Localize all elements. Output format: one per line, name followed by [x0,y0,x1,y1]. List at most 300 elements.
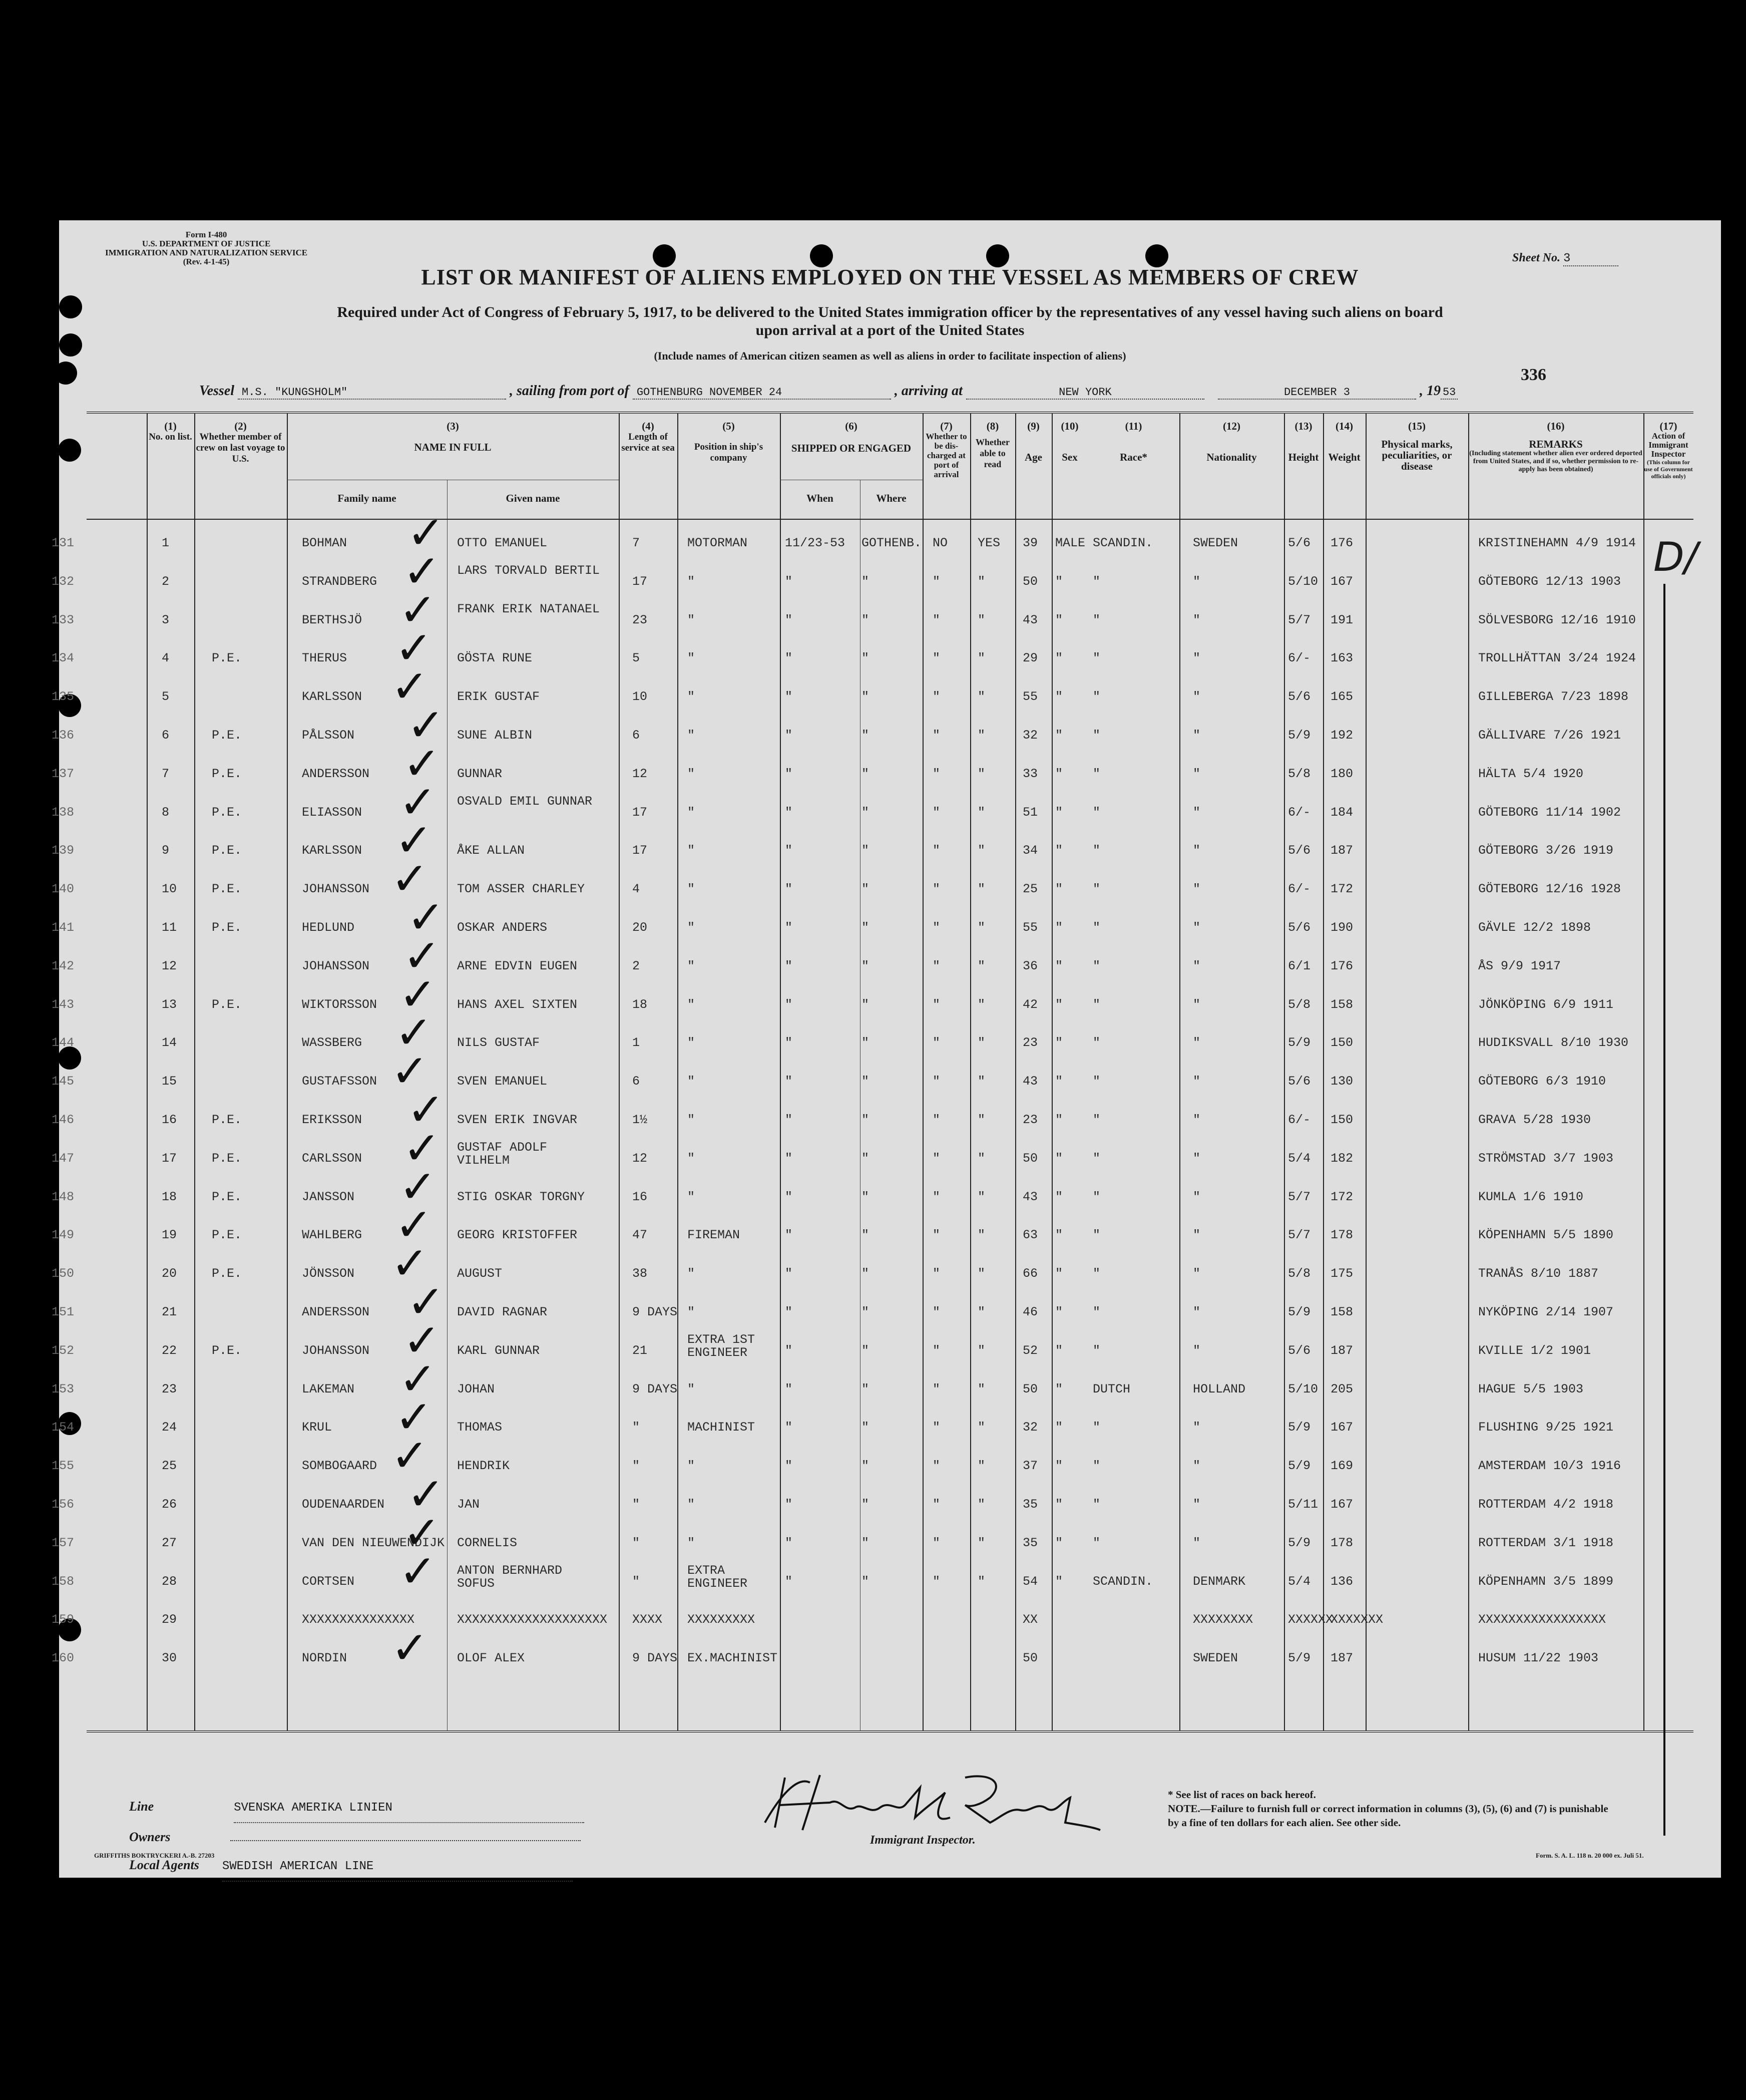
row-nationality: SWEDEN [1193,536,1238,550]
col-header-2: (2) Whether member of crew on last voyage to U.S. [196,420,285,464]
row-list-number: 29 [162,1612,177,1627]
row-given-name: JAN [457,1497,480,1512]
row-height: 5/4 [1288,1151,1311,1166]
row-position: " [687,843,695,858]
row-age: 66 [1023,1266,1038,1281]
row-line-number: 157 [52,1535,75,1550]
col-header-12: (12) Nationality [1206,420,1257,463]
row-line-number: 160 [52,1651,75,1666]
row-shipped-where: " [861,1459,869,1474]
row-shipped-when: " [785,766,793,781]
form-identifier [105,230,307,266]
checkmark-icon: ✓ [399,776,437,829]
row-age: 43 [1023,612,1038,627]
checkmark-icon: ✓ [391,1237,429,1290]
row-height: 5/6 [1288,920,1311,935]
row-family-name: ELIASSON [302,805,362,820]
row-position: " [687,1535,695,1550]
row-discharged: " [933,920,941,935]
row-nationality: " [1193,766,1201,781]
row-weight: 190 [1331,920,1354,935]
row-remarks: STRÖMSTAD 3/7 1903 [1478,1151,1614,1166]
row-weight: 175 [1331,1266,1354,1281]
requirement-line2: upon arrival at a port of the United States [755,322,1025,338]
row-shipped-when: " [785,997,793,1012]
row-family-name: PÅLSSON [302,728,355,743]
row-service-length: " [632,1535,640,1550]
row-sex: " [1055,1459,1063,1474]
row-shipped-where: " [861,1035,869,1051]
row-race: " [1093,1420,1101,1435]
row-able-to-read: " [978,1266,986,1281]
table-row [52,660,1693,721]
row-line-number: 155 [52,1459,75,1474]
owners-value [230,1840,581,1841]
row-height: XXXXXX [1288,1612,1334,1627]
checkmark-icon: ✓ [391,1622,429,1675]
row-discharged: " [933,1343,941,1358]
row-height: 5/9 [1288,1035,1311,1051]
row-remarks: NYKÖPING 2/14 1907 [1478,1305,1614,1319]
row-height: 6/- [1288,651,1311,666]
row-list-number: 16 [162,1113,177,1127]
row-shipped-when: " [785,574,793,589]
row-height: 5/8 [1288,1266,1311,1281]
row-age: 32 [1023,728,1038,743]
row-previous-voyage: P.E. [212,805,242,820]
row-shipped-when: " [785,920,793,935]
row-age: 50 [1023,1381,1038,1396]
row-discharged: " [933,612,941,627]
row-shipped-where: " [861,1305,869,1319]
row-height: 5/8 [1288,766,1311,781]
sheet-label: Sheet No. [1512,251,1560,264]
row-age: 52 [1023,1343,1038,1358]
row-previous-voyage: P.E. [212,766,242,781]
row-race: " [1093,1189,1101,1204]
row-line-number: 147 [52,1151,75,1166]
agents-label: Local Agents [129,1858,199,1872]
row-sex: " [1055,651,1063,666]
row-race: " [1093,1266,1101,1281]
table-row [52,1045,1693,1105]
row-shipped-where: " [861,1574,869,1589]
checkmark-icon: ✓ [399,968,437,1021]
row-sex: " [1055,1228,1063,1243]
crew-table [52,412,1698,1732]
row-remarks: ÅS 9/9 1917 [1478,958,1561,973]
row-given-name: ANTON BERNHARD SOFUS [457,1563,563,1591]
row-service-length: 21 [632,1343,648,1358]
row-remarks: TROLLHÄTTAN 3/24 1924 [1478,651,1636,666]
row-height: 5/9 [1288,1651,1311,1666]
row-able-to-read: " [978,1189,986,1204]
row-family-name: JOHANSSON [302,882,370,897]
row-shipped-where: " [861,1151,869,1166]
row-family-name: WAHLBERG [302,1228,362,1243]
row-race: " [1093,574,1101,589]
row-list-number: 23 [162,1381,177,1396]
row-nationality: " [1193,920,1201,935]
row-discharged: " [933,1035,941,1051]
row-shipped-when: " [785,1574,793,1589]
row-position: " [687,728,695,743]
row-given-name: OTTO EMANUEL [457,536,548,550]
row-list-number: 2 [162,574,170,589]
row-race: " [1093,1151,1101,1166]
include-note: (Include names of American citizen seamen as well as aliens in order to facilitate inspection of aliens) [654,349,1126,362]
checkmark-icon: ✓ [399,583,437,636]
row-family-name: KRUL [302,1420,332,1435]
row-nationality: " [1193,1497,1201,1512]
row-service-length: 2 [632,958,640,973]
row-age: 37 [1023,1459,1038,1474]
row-previous-voyage: P.E. [212,1113,242,1127]
row-list-number: 10 [162,882,177,897]
row-nationality: " [1193,1420,1201,1435]
row-shipped-when: " [785,1035,793,1051]
row-sex: " [1055,1343,1063,1358]
row-nationality: " [1193,805,1201,820]
row-height: 6/- [1288,1113,1311,1127]
row-given-name: JOHAN [457,1381,495,1396]
row-able-to-read: " [978,920,986,935]
row-shipped-when: " [785,612,793,627]
row-shipped-when: " [785,1535,793,1550]
row-race: " [1093,1035,1101,1051]
row-race: " [1093,920,1101,935]
checkmark-icon: ✓ [403,545,441,598]
action-bracket-line [1663,584,1665,1836]
row-family-name: NORDIN [302,1651,347,1666]
row-given-name: KARL GUNNAR [457,1343,540,1358]
row-age: 33 [1023,766,1038,781]
row-previous-voyage: P.E. [212,843,242,858]
row-position: " [687,882,695,897]
row-remarks: HAGUE 5/5 1903 [1478,1381,1584,1396]
row-height: 5/6 [1288,536,1311,550]
row-sex: MALE [1055,536,1086,550]
row-position: " [687,574,695,589]
row-position: XXXXXXXXX [687,1612,755,1627]
row-family-name: THERUS [302,651,347,666]
row-shipped-where: GOTHENB. [861,536,922,550]
arrival-port: NEW YORK [966,386,1204,400]
row-position: EXTRA ENGINEER [687,1563,748,1591]
row-weight: 158 [1331,997,1354,1012]
row-line-number: 136 [52,728,75,743]
row-position: " [687,958,695,973]
row-service-length: 17 [632,574,648,589]
vessel-label: Vessel [199,383,234,399]
printer-mark: GRIFFITHS BOKTRYCKERI A.-B. 27203 [94,1852,215,1859]
row-shipped-where: " [861,1343,869,1358]
row-list-number: 19 [162,1228,177,1243]
row-shipped-when: " [785,1266,793,1281]
row-shipped-when: " [785,958,793,973]
row-discharged: " [933,1074,941,1089]
vessel-name: M.S. "KUNGSHOLM" [238,386,506,400]
row-list-number: 7 [162,766,170,781]
row-shipped-when: " [785,1113,793,1127]
row-nationality: " [1193,1074,1201,1089]
manifest-sheet [52,220,1721,1878]
row-service-length: 20 [632,920,648,935]
row-weight: 150 [1331,1113,1354,1127]
row-given-name: SVEN ERIK INGVAR [457,1113,578,1127]
row-nationality: XXXXXXXX [1193,1612,1253,1627]
checkmark-icon: ✓ [395,814,433,867]
year: 53 [1441,386,1458,400]
table-row [52,1430,1693,1490]
row-service-length: 17 [632,805,648,820]
row-position: " [687,689,695,705]
col-header-8: (8) Whether able to read [976,420,1010,469]
table-row [52,1276,1693,1336]
row-line-number: 139 [52,843,75,858]
row-able-to-read: " [978,1074,986,1089]
row-remarks: GÖTEBORG 11/14 1902 [1478,805,1621,820]
row-remarks: GÄLLIVARE 7/26 1921 [1478,728,1621,743]
row-sex: " [1055,689,1063,705]
table-row [52,1545,1693,1605]
row-list-number: 13 [162,997,177,1012]
row-service-length: 6 [632,728,640,743]
row-given-name: STIG OSKAR TORGNY [457,1189,585,1204]
row-family-name: HEDLUND [302,920,355,935]
table-row [52,507,1693,567]
row-able-to-read: " [978,1535,986,1550]
row-list-number: 8 [162,805,170,820]
row-line-number: 151 [52,1305,75,1319]
row-previous-voyage: P.E. [212,728,242,743]
row-family-name: GUSTAFSSON [302,1074,377,1089]
row-line-number: 156 [52,1497,75,1512]
row-shipped-where: " [861,882,869,897]
row-shipped-when: " [785,1497,793,1512]
row-able-to-read: YES [978,536,1001,550]
col-header-14: (14) Weight [1328,420,1361,463]
table-row [52,1160,1693,1221]
row-line-number: 143 [52,997,75,1012]
table-row [52,1006,1693,1067]
row-age: 43 [1023,1189,1038,1204]
row-discharged: " [933,728,941,743]
row-family-name: STRANDBERG [302,574,377,589]
punch-hole [54,362,77,385]
row-line-number: 144 [52,1035,75,1051]
row-weight: 167 [1331,1497,1354,1512]
row-race: " [1093,612,1101,627]
row-list-number: 26 [162,1497,177,1512]
table-row [52,1605,1693,1643]
row-line-number: 135 [52,689,75,705]
row-service-length: 9 DAYS [632,1651,678,1666]
row-previous-voyage: P.E. [212,920,242,935]
row-shipped-where: " [861,766,869,781]
service: IMMIGRATION AND NATURALIZATION SERVICE [105,248,308,257]
agents-value: SWEDISH AMERICAN LINE [222,1853,573,1882]
row-list-number: 5 [162,689,170,705]
row-able-to-read: " [978,1574,986,1589]
row-age: 23 [1023,1113,1038,1127]
row-age: 32 [1023,1420,1038,1435]
row-service-length: 1½ [632,1113,648,1127]
row-remarks: FLUSHING 9/25 1921 [1478,1420,1614,1435]
row-given-name: ÅKE ALLAN [457,843,525,858]
row-line-number: 146 [52,1113,75,1127]
checkmark-icon: ✓ [395,1006,433,1060]
form-title: LIST OR MANIFEST OF ALIENS EMPLOYED ON THE VESSEL AS MEMBERS OF CREW [421,265,1359,289]
row-family-name: JOHANSSON [302,1343,370,1358]
row-given-name: SVEN EMANUEL [457,1074,548,1089]
row-able-to-read: " [978,766,986,781]
row-shipped-when: " [785,689,793,705]
table-row [52,1237,1693,1297]
row-sex: " [1055,1113,1063,1127]
row-nationality: " [1193,1189,1201,1204]
row-discharged: " [933,766,941,781]
row-weight: 180 [1331,766,1354,781]
row-age: 25 [1023,882,1038,897]
row-race: SCANDIN. [1093,536,1153,550]
row-able-to-read: " [978,689,986,705]
checkmark-icon: ✓ [407,699,445,752]
row-remarks: KVILLE 1/2 1901 [1478,1343,1591,1358]
row-discharged: " [933,1189,941,1204]
row-shipped-when: " [785,1305,793,1319]
row-given-name: OSVALD EMIL GUNNAR [457,794,593,809]
checkmark-icon: ✓ [391,660,429,714]
row-race: " [1093,882,1101,897]
row-family-name: JANSSON [302,1189,355,1204]
row-previous-voyage: P.E. [212,1228,242,1243]
row-family-name: KARLSSON [302,689,362,705]
row-family-name: WASSBERG [302,1035,362,1051]
row-sex: " [1055,1035,1063,1051]
row-remarks: AMSTERDAM 10/3 1916 [1478,1459,1621,1474]
row-discharged: " [933,1381,941,1396]
row-nationality: " [1193,1113,1201,1127]
row-age: 51 [1023,805,1038,820]
row-given-name: GUNNAR [457,766,503,781]
row-weight: 205 [1331,1381,1354,1396]
table-row [52,776,1693,836]
row-nationality: " [1193,574,1201,589]
row-remarks: XXXXXXXXXXXXXXXXX [1478,1612,1606,1627]
row-remarks: SÖLVESBORG 12/16 1910 [1478,612,1636,627]
row-race: " [1093,1343,1101,1358]
checkmark-icon: ✓ [395,1391,433,1444]
row-position: MACHINIST [687,1420,755,1435]
row-shipped-when: " [785,1151,793,1166]
row-list-number: 18 [162,1189,177,1204]
row-given-name: GEORG KRISTOFFER [457,1228,578,1243]
row-service-length: 1 [632,1035,640,1051]
table-row [52,853,1693,913]
col-header-15: (15) Physical marks, peculiarities, or disease [1381,420,1453,472]
row-list-number: 6 [162,728,170,743]
requirement-text [134,303,1646,339]
row-shipped-when: " [785,1420,793,1435]
row-remarks: ROTTERDAM 3/1 1918 [1478,1535,1614,1550]
row-weight: 176 [1331,958,1354,973]
row-shipped-when: " [785,1381,793,1396]
row-list-number: 20 [162,1266,177,1281]
row-able-to-read: " [978,805,986,820]
row-remarks: GÄVLE 12/2 1898 [1478,920,1591,935]
row-family-name: BERTHSJÖ [302,612,362,627]
row-discharged: " [933,997,941,1012]
checkmark-icon: ✓ [399,1352,437,1406]
row-weight: 130 [1331,1074,1354,1089]
row-able-to-read: " [978,958,986,973]
row-height: 5/4 [1288,1574,1311,1589]
row-weight: 172 [1331,1189,1354,1204]
row-sex: " [1055,1074,1063,1089]
row-nationality: " [1193,651,1201,666]
row-given-name: NILS GUSTAF [457,1035,540,1051]
row-sex: " [1055,728,1063,743]
row-weight: 176 [1331,536,1354,550]
row-height: 5/7 [1288,1189,1311,1204]
row-shipped-when: " [785,1228,793,1243]
row-discharged: " [933,574,941,589]
row-shipped-when: " [785,1459,793,1474]
row-remarks: HUSUM 11/22 1903 [1478,1651,1599,1666]
row-family-name: WIKTORSSON [302,997,377,1012]
row-age: 23 [1023,1035,1038,1051]
row-shipped-where: " [861,1535,869,1550]
row-position: FIREMAN [687,1228,740,1243]
row-nationality: SWEDEN [1193,1651,1238,1666]
row-line-number: 138 [52,805,75,820]
row-sex: " [1055,766,1063,781]
row-weight: 167 [1331,574,1354,589]
row-service-length: 5 [632,651,640,666]
row-shipped-where: " [861,805,869,820]
row-family-name: OUDENAARDEN [302,1497,385,1512]
row-service-length: " [632,1574,640,1589]
row-remarks: TRANÅS 8/10 1887 [1478,1266,1599,1281]
row-age: 46 [1023,1305,1038,1319]
row-given-name: HANS AXEL SIXTEN [457,997,578,1012]
row-line-number: 159 [52,1612,75,1627]
row-weight: 192 [1331,728,1354,743]
row-height: 5/10 [1288,1381,1319,1396]
row-family-name: KARLSSON [302,843,362,858]
row-nationality: " [1193,1151,1201,1166]
row-weight: 163 [1331,651,1354,666]
row-height: 6/- [1288,805,1311,820]
row-list-number: 17 [162,1151,177,1166]
row-previous-voyage: P.E. [212,651,242,666]
row-race: DUTCH [1093,1381,1131,1396]
row-shipped-when: " [785,805,793,820]
row-position: " [687,1189,695,1204]
row-list-number: 30 [162,1651,177,1666]
row-nationality: " [1193,1343,1201,1358]
checkmark-icon: ✓ [407,1276,445,1328]
row-race: " [1093,689,1101,705]
row-shipped-where: " [861,1113,869,1127]
row-age: 55 [1023,920,1038,935]
port-of-sailing: GOTHENBURG NOVEMBER 24 [633,386,891,400]
row-shipped-where: " [861,574,869,589]
row-race: SCANDIN. [1093,1574,1153,1589]
row-remarks: ROTTERDAM 4/2 1918 [1478,1497,1614,1512]
row-weight: 187 [1331,1651,1354,1666]
